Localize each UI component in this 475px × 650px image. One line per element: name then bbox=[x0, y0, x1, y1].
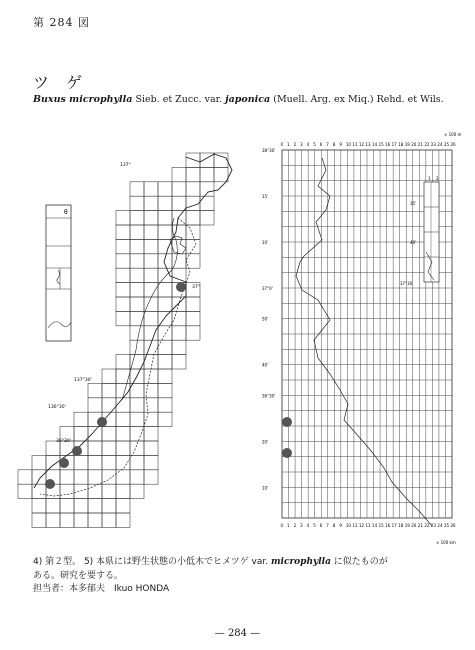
lon-label-3: 136°30' bbox=[48, 405, 66, 410]
grid-cell bbox=[200, 182, 214, 196]
grid-cell bbox=[172, 182, 186, 196]
legend-label: θ bbox=[64, 209, 68, 216]
grid-cell bbox=[186, 239, 200, 253]
grid-cell bbox=[130, 268, 144, 282]
profile-x-tick: 14 bbox=[372, 142, 378, 147]
profile-x-tick: 25 bbox=[443, 523, 450, 528]
profile-x-tick: 10 bbox=[345, 142, 351, 147]
lon-label-2: 137°30' bbox=[74, 378, 92, 383]
grid-cell bbox=[144, 239, 158, 253]
profile-x-tick: 11 bbox=[352, 142, 358, 147]
grid-cell bbox=[144, 455, 158, 469]
inset-tick-1: 1 bbox=[428, 176, 431, 181]
grid-cell bbox=[130, 398, 144, 412]
grid-cell bbox=[88, 455, 102, 469]
profile-lat-label: 20' bbox=[262, 439, 269, 445]
profile-x-tick: 24 bbox=[437, 523, 443, 528]
profile-x-tick: 5 bbox=[313, 142, 316, 147]
grid-cell bbox=[130, 254, 144, 268]
grid-cell bbox=[102, 484, 116, 498]
grid-cell bbox=[186, 153, 200, 167]
grid-cell bbox=[158, 254, 172, 268]
profile-x-tick: 18 bbox=[398, 523, 404, 528]
grid-cell bbox=[130, 427, 144, 441]
grid-cell bbox=[200, 211, 214, 225]
profile-x-tick: 22 bbox=[424, 523, 430, 528]
grid-cell bbox=[74, 412, 88, 426]
profile-trace bbox=[293, 158, 432, 528]
note-1-variety: microphylla bbox=[271, 557, 331, 567]
profile-x-tick: 1 bbox=[287, 523, 290, 528]
grid-cell bbox=[158, 196, 172, 210]
profile-x-tick: 24 bbox=[437, 142, 443, 147]
grid-cell bbox=[172, 355, 186, 369]
note-line-1 bbox=[33, 556, 388, 570]
profile-x-tick: 7 bbox=[326, 523, 329, 528]
grid-cell bbox=[130, 297, 144, 311]
grid-cell bbox=[116, 297, 130, 311]
profile-x-tick: 20 bbox=[411, 523, 417, 528]
grid-cell bbox=[32, 470, 46, 484]
grid-cell bbox=[186, 225, 200, 239]
grid-cell bbox=[200, 167, 214, 181]
grid-cell bbox=[158, 239, 172, 253]
grid-cell bbox=[116, 283, 130, 297]
page-number: — 284 — bbox=[214, 628, 261, 639]
lat-label-1: 37° bbox=[192, 285, 200, 290]
profile-x-tick: 13 bbox=[365, 142, 371, 147]
profile-x-tick: 16 bbox=[385, 142, 391, 147]
profile-x-tick: 20 bbox=[411, 142, 417, 147]
map-occurrence-dots bbox=[45, 282, 186, 489]
grid-cell bbox=[116, 470, 130, 484]
profile-x-tick: 23 bbox=[430, 142, 436, 147]
grid-cell bbox=[144, 427, 158, 441]
grid-cell bbox=[172, 268, 186, 282]
profile-dot bbox=[282, 448, 292, 458]
grid-cell bbox=[144, 254, 158, 268]
profile-x-tick: 19 bbox=[404, 523, 410, 528]
profile-x-tick: 7 bbox=[326, 142, 329, 147]
lat-label-2: 36°30' bbox=[56, 439, 71, 444]
grid-cell bbox=[144, 326, 158, 340]
grid-cell bbox=[158, 355, 172, 369]
grid-cell bbox=[74, 513, 88, 527]
grid-cell bbox=[158, 283, 172, 297]
profile-x-tick: 15 bbox=[378, 523, 384, 528]
grid-cell bbox=[186, 297, 200, 311]
grid-cell bbox=[116, 499, 130, 513]
grid-cell bbox=[130, 441, 144, 455]
legend-box bbox=[46, 205, 71, 341]
grid-cell bbox=[158, 225, 172, 239]
grid-cell bbox=[130, 311, 144, 325]
grid-cell bbox=[130, 182, 144, 196]
profile-x-tick: 8 bbox=[332, 523, 336, 528]
grid-cell bbox=[102, 499, 116, 513]
top-unit: × 100 m bbox=[444, 132, 462, 137]
profile-x-tick: 2 bbox=[293, 523, 297, 528]
grid-cell bbox=[130, 196, 144, 210]
grid-cell bbox=[116, 211, 130, 225]
grid-cell bbox=[60, 470, 74, 484]
grid-cell bbox=[186, 211, 200, 225]
profile-x-tick: 16 bbox=[385, 523, 391, 528]
grid-cell bbox=[186, 167, 200, 181]
grid-cell bbox=[144, 182, 158, 196]
japanese-name: ツ ゲ bbox=[33, 73, 89, 92]
grid-cell bbox=[32, 499, 46, 513]
coastline bbox=[34, 154, 232, 488]
grid-cell bbox=[116, 412, 130, 426]
profile-lat-label: 40' bbox=[262, 362, 269, 368]
genus-species: Buxus microphylla bbox=[33, 94, 133, 105]
profile-x-tick: 23 bbox=[430, 523, 436, 528]
grid-cell bbox=[46, 455, 60, 469]
profile-x-tick: 8 bbox=[332, 142, 336, 147]
profile-x-tick: 1 bbox=[287, 142, 290, 147]
grid-cell bbox=[18, 484, 32, 498]
inset-lat-1: 35' bbox=[410, 201, 417, 206]
grid-cell bbox=[130, 455, 144, 469]
bottom-unit: × 100 km bbox=[436, 540, 456, 545]
profile-x-tick: 4 bbox=[306, 142, 310, 147]
grid-cell bbox=[186, 196, 200, 210]
lon-label-1: 137° bbox=[120, 163, 131, 168]
profile-x-tick: 26 bbox=[450, 142, 456, 147]
profile-x-tick: 5 bbox=[313, 523, 316, 528]
profile-x-tick: 9 bbox=[339, 523, 342, 528]
authors-1: Sieb. et Zucc. var. bbox=[135, 94, 223, 105]
grid-cell bbox=[60, 484, 74, 498]
grid-cell bbox=[158, 383, 172, 397]
profile-x-tick: 25 bbox=[443, 142, 450, 147]
profile-lat-label: 50' bbox=[262, 316, 269, 322]
profile-x-tick: 11 bbox=[352, 523, 358, 528]
grid-cell bbox=[116, 311, 130, 325]
grid-cell bbox=[102, 441, 116, 455]
grid-cell bbox=[130, 239, 144, 253]
grid-cell bbox=[32, 455, 46, 469]
grid-cell bbox=[144, 211, 158, 225]
grid-cell bbox=[88, 470, 102, 484]
profile-x-tick: 6 bbox=[319, 142, 323, 147]
profile-dot bbox=[282, 417, 292, 427]
profile-lat-label: 10' bbox=[262, 485, 269, 491]
grid-cell bbox=[144, 398, 158, 412]
grid-cell bbox=[116, 239, 130, 253]
profile-lat-label: 38°30' bbox=[262, 148, 276, 153]
grid-cell bbox=[102, 383, 116, 397]
grid-cell bbox=[116, 398, 130, 412]
grid-cell bbox=[130, 412, 144, 426]
grid-cell bbox=[74, 470, 88, 484]
grid-cell bbox=[88, 427, 102, 441]
occurrence-dot bbox=[97, 417, 107, 427]
profile-lat-label: 15' bbox=[262, 194, 269, 199]
grid-cell bbox=[130, 225, 144, 239]
profile-lat-label: 10' bbox=[262, 240, 269, 245]
figure-label: 第 284 図 bbox=[33, 16, 90, 29]
grid-cell bbox=[88, 383, 102, 397]
occurrence-dot bbox=[59, 458, 69, 468]
main-map-grid bbox=[18, 153, 228, 527]
grid-cell bbox=[130, 470, 144, 484]
grid-cell bbox=[102, 398, 116, 412]
grid-cell bbox=[130, 283, 144, 297]
occurrence-dot bbox=[45, 479, 55, 489]
grid-cell bbox=[158, 369, 172, 383]
authors-2: (Muell. Arg. ex Miq.) Rehd. et Wils. bbox=[273, 94, 444, 105]
grid-cell bbox=[144, 283, 158, 297]
grid-cell bbox=[46, 513, 60, 527]
grid-cell bbox=[60, 499, 74, 513]
island-outline bbox=[170, 236, 186, 254]
profile-lat-label: 37°0' bbox=[262, 286, 273, 291]
profile-occurrence-dots bbox=[282, 417, 292, 458]
grid-cell bbox=[32, 513, 46, 527]
profile-x-tick: 18 bbox=[398, 142, 404, 147]
grid-cell bbox=[144, 196, 158, 210]
grid-cell bbox=[144, 369, 158, 383]
note-1-post: に似たものが bbox=[333, 557, 388, 567]
profile-x-tick: 4 bbox=[306, 523, 310, 528]
grid-cell bbox=[74, 427, 88, 441]
profile-x-tick: 15 bbox=[378, 142, 384, 147]
profile-x-tick: 0 bbox=[280, 142, 284, 147]
profile-x-tick: 22 bbox=[424, 142, 430, 147]
profile-x-tick: 12 bbox=[358, 142, 365, 147]
grid-cell bbox=[200, 196, 214, 210]
profile-x-tick: 17 bbox=[391, 523, 397, 528]
profile-x-tick: 0 bbox=[280, 523, 284, 528]
grid-cell bbox=[88, 513, 102, 527]
notes bbox=[33, 556, 388, 597]
inset-lat-2: 40' bbox=[410, 240, 417, 245]
grid-cell bbox=[158, 326, 172, 340]
grid-cell bbox=[102, 369, 116, 383]
profile-lat-label: 36°30' bbox=[262, 393, 276, 399]
note-1-pre: 4) 第２型。 5) 本県には野生状態の小低木でヒメツゲ var. bbox=[33, 557, 269, 567]
grid-cell bbox=[144, 470, 158, 484]
inset-lat-3: 37°30' bbox=[400, 281, 414, 286]
grid-cell bbox=[102, 455, 116, 469]
grid-cell bbox=[144, 268, 158, 282]
grid-cell bbox=[46, 499, 60, 513]
profile-x-tick: 13 bbox=[365, 523, 371, 528]
profile-x-tick: 19 bbox=[404, 142, 410, 147]
grid-cell bbox=[116, 427, 130, 441]
grid-cell bbox=[130, 484, 144, 498]
grid-cell bbox=[172, 196, 186, 210]
profile-x-tick: 10 bbox=[345, 523, 351, 528]
profile-x-tick: 9 bbox=[339, 142, 342, 147]
grid-cell bbox=[88, 398, 102, 412]
grid-cell bbox=[116, 225, 130, 239]
grid-cell bbox=[116, 355, 130, 369]
inset-tick-2: 2 bbox=[436, 176, 439, 181]
note-line-3: 担当者：本多郁夫 Ikuo HONDA bbox=[33, 584, 170, 594]
grid-cell bbox=[158, 182, 172, 196]
grid-cell bbox=[130, 326, 144, 340]
grid-cell bbox=[172, 340, 186, 354]
grid-cell bbox=[158, 211, 172, 225]
grid-cell bbox=[32, 484, 46, 498]
grid-cell bbox=[172, 326, 186, 340]
grid-cell bbox=[144, 225, 158, 239]
prefecture-boundary bbox=[40, 218, 196, 496]
grid-cell bbox=[102, 427, 116, 441]
grid-cell bbox=[158, 297, 172, 311]
grid-cell bbox=[116, 369, 130, 383]
grid-cell bbox=[116, 513, 130, 527]
grid-cell bbox=[186, 326, 200, 340]
grid-cell bbox=[88, 484, 102, 498]
profile-x-tick: 2 bbox=[293, 142, 297, 147]
grid-cell bbox=[130, 211, 144, 225]
grid-cell bbox=[18, 470, 32, 484]
variety-name: japonica bbox=[225, 94, 271, 105]
note-line-2: ある。研究を要する。 bbox=[33, 570, 124, 581]
grid-cell bbox=[102, 513, 116, 527]
grid-cell bbox=[144, 441, 158, 455]
grid-cell bbox=[116, 441, 130, 455]
occurrence-dot bbox=[176, 282, 186, 292]
grid-cell bbox=[214, 167, 228, 181]
grid-cell bbox=[144, 311, 158, 325]
profile-x-tick: 21 bbox=[417, 523, 423, 528]
grid-cell bbox=[74, 499, 88, 513]
grid-cell bbox=[88, 441, 102, 455]
grid-cell bbox=[158, 412, 172, 426]
profile-x-tick: 6 bbox=[319, 523, 323, 528]
profile-x-tick: 12 bbox=[358, 523, 365, 528]
grid-cell bbox=[88, 499, 102, 513]
profile-x-tick: 17 bbox=[391, 142, 397, 147]
profile-x-tick: 21 bbox=[417, 142, 423, 147]
grid-cell bbox=[74, 484, 88, 498]
profile-x-tick: 26 bbox=[450, 523, 456, 528]
grid-cell bbox=[74, 455, 88, 469]
grid-cell bbox=[158, 398, 172, 412]
grid-cell bbox=[116, 484, 130, 498]
profile-x-tick: 14 bbox=[372, 523, 378, 528]
profile-x-tick: 3 bbox=[300, 523, 303, 528]
grid-cell bbox=[116, 455, 130, 469]
grid-cell bbox=[116, 254, 130, 268]
profile-x-tick: 3 bbox=[300, 142, 303, 147]
grid-cell bbox=[186, 182, 200, 196]
grid-cell bbox=[186, 311, 200, 325]
grid-cell bbox=[60, 513, 74, 527]
grid-cell bbox=[172, 167, 186, 181]
occurrence-dot bbox=[72, 446, 82, 456]
grid-cell bbox=[116, 268, 130, 282]
